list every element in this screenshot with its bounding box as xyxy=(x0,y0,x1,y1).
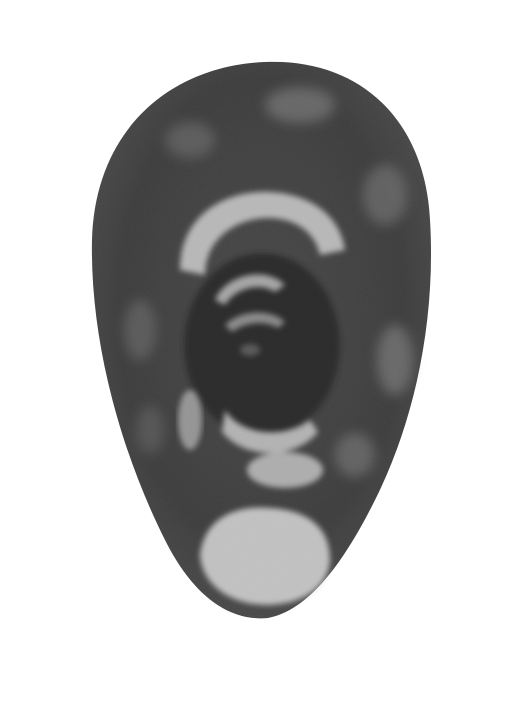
grain-overlay xyxy=(92,62,431,619)
